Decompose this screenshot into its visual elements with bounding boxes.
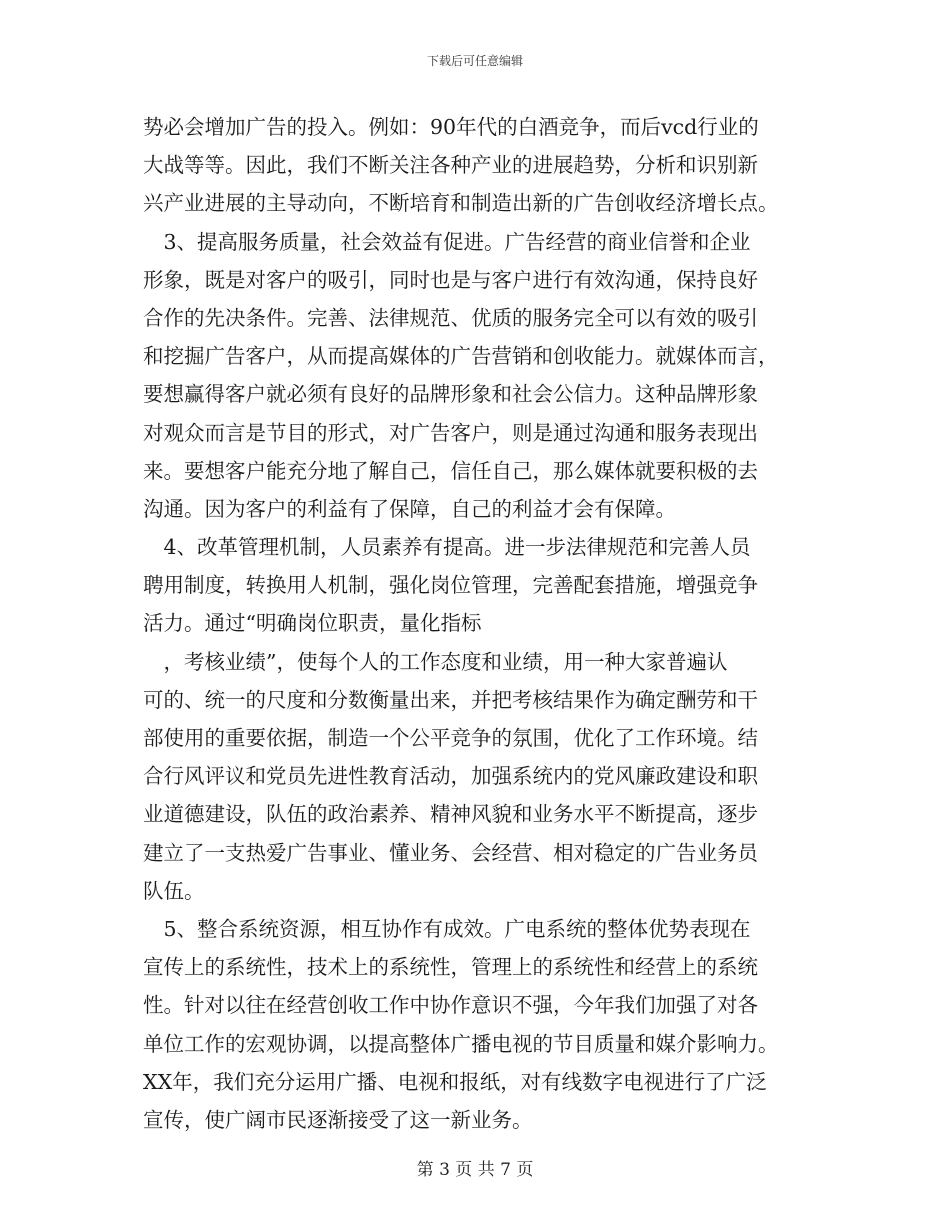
text-line: 3、提高服务质量，社会效益有促进。广告经营的商业信誉和企业	[143, 229, 751, 254]
text-line: 宣传上的系统性，技术上的系统性，管理上的系统性和经营上的系统	[143, 955, 758, 980]
text-line: 和挖掘广告客户，从而提高媒体的广告营销和创收能力。就媒体而言，	[143, 344, 779, 369]
text-line: 大战等等。因此，我们不断关注各种产业的进展趋势，分析和识别新	[143, 153, 758, 178]
text-line: 形象，既是对客户的吸引，同时也是与客户进行有效沟通，保持良好	[143, 267, 758, 292]
page-footer: 第 3 页 共 7 页	[416, 1160, 534, 1180]
text-line: 合作的先决条件。完善、法律规范、优质的服务完全可以有效的吸引	[143, 305, 758, 330]
text-line: 来。要想客户能充分地了解自己，信任自己，那么媒体就要积极的去	[143, 458, 758, 483]
text-line: 5、整合系统资源，相互协作有成效。广电系统的整体优势表现在	[143, 916, 751, 941]
text-line: 建立了一支热爱广告事业、懂业务、会经营、相对稳定的广告业务员	[143, 840, 758, 865]
body-text	[143, 108, 823, 1139]
text-line: 宣传，使广阔市民逐渐接受了这一新业务。	[143, 1107, 533, 1132]
text-line: 性。针对以往在经营创收工作中协作意识不强，今年我们加强了对各	[143, 993, 758, 1018]
text-line: 兴产业进展的主导动向，不断培育和制造出新的广告创收经济增长点。	[143, 191, 779, 216]
text-line: 势必会增加广告的投入。例如：90年代的白酒竞争，而后vcd行业的	[143, 115, 759, 139]
text-line: 4、改革管理机制，人员素养有提高。进一步法律规范和完善人员	[143, 535, 751, 560]
page-header: 下载后可任意编辑	[426, 54, 523, 68]
text-line: 活力。通过“明确岗位职责，量化指标	[143, 611, 482, 636]
text-line: 聘用制度，转换用人机制，强化岗位管理，完善配套措施，增强竞争	[143, 573, 758, 598]
text-line: 部使用的重要依据，制造一个公平竞争的氛围，优化了工作环境。结	[143, 726, 758, 750]
text-line: XX年，我们充分运用广播、电视和报纸，对有线数字电视进行了广泛	[143, 1069, 767, 1094]
text-line: 可的、统一的尺度和分数衡量出来，并把考核结果作为确定酬劳和干	[143, 687, 758, 712]
text-line: 单位工作的宏观协调，以提高整体广播电视的节目质量和媒介影响力。	[143, 1031, 779, 1056]
text-line: 队伍。	[143, 878, 205, 903]
text-line: 要想赢得客户就必须有良好的品牌形象和社会公信力。这种品牌形象	[143, 382, 758, 407]
text-line: 业道德建设，队伍的政治素养、精神风貌和业务水平不断提高，逐步	[143, 802, 758, 827]
text-line: 合行风评议和党员先进性教育活动，加强系统内的党风廉政建设和职	[143, 764, 758, 789]
text-line: 沟通。因为客户的利益有了保障，自己的利益才会有保障。	[143, 496, 676, 521]
text-line: 对观众而言是节目的形式，对广告客户，则是通过沟通和服务表现出	[143, 420, 758, 445]
text-line: ，考核业绩”，使每个人的工作态度和业绩，用一种大家普遍认	[143, 649, 728, 674]
